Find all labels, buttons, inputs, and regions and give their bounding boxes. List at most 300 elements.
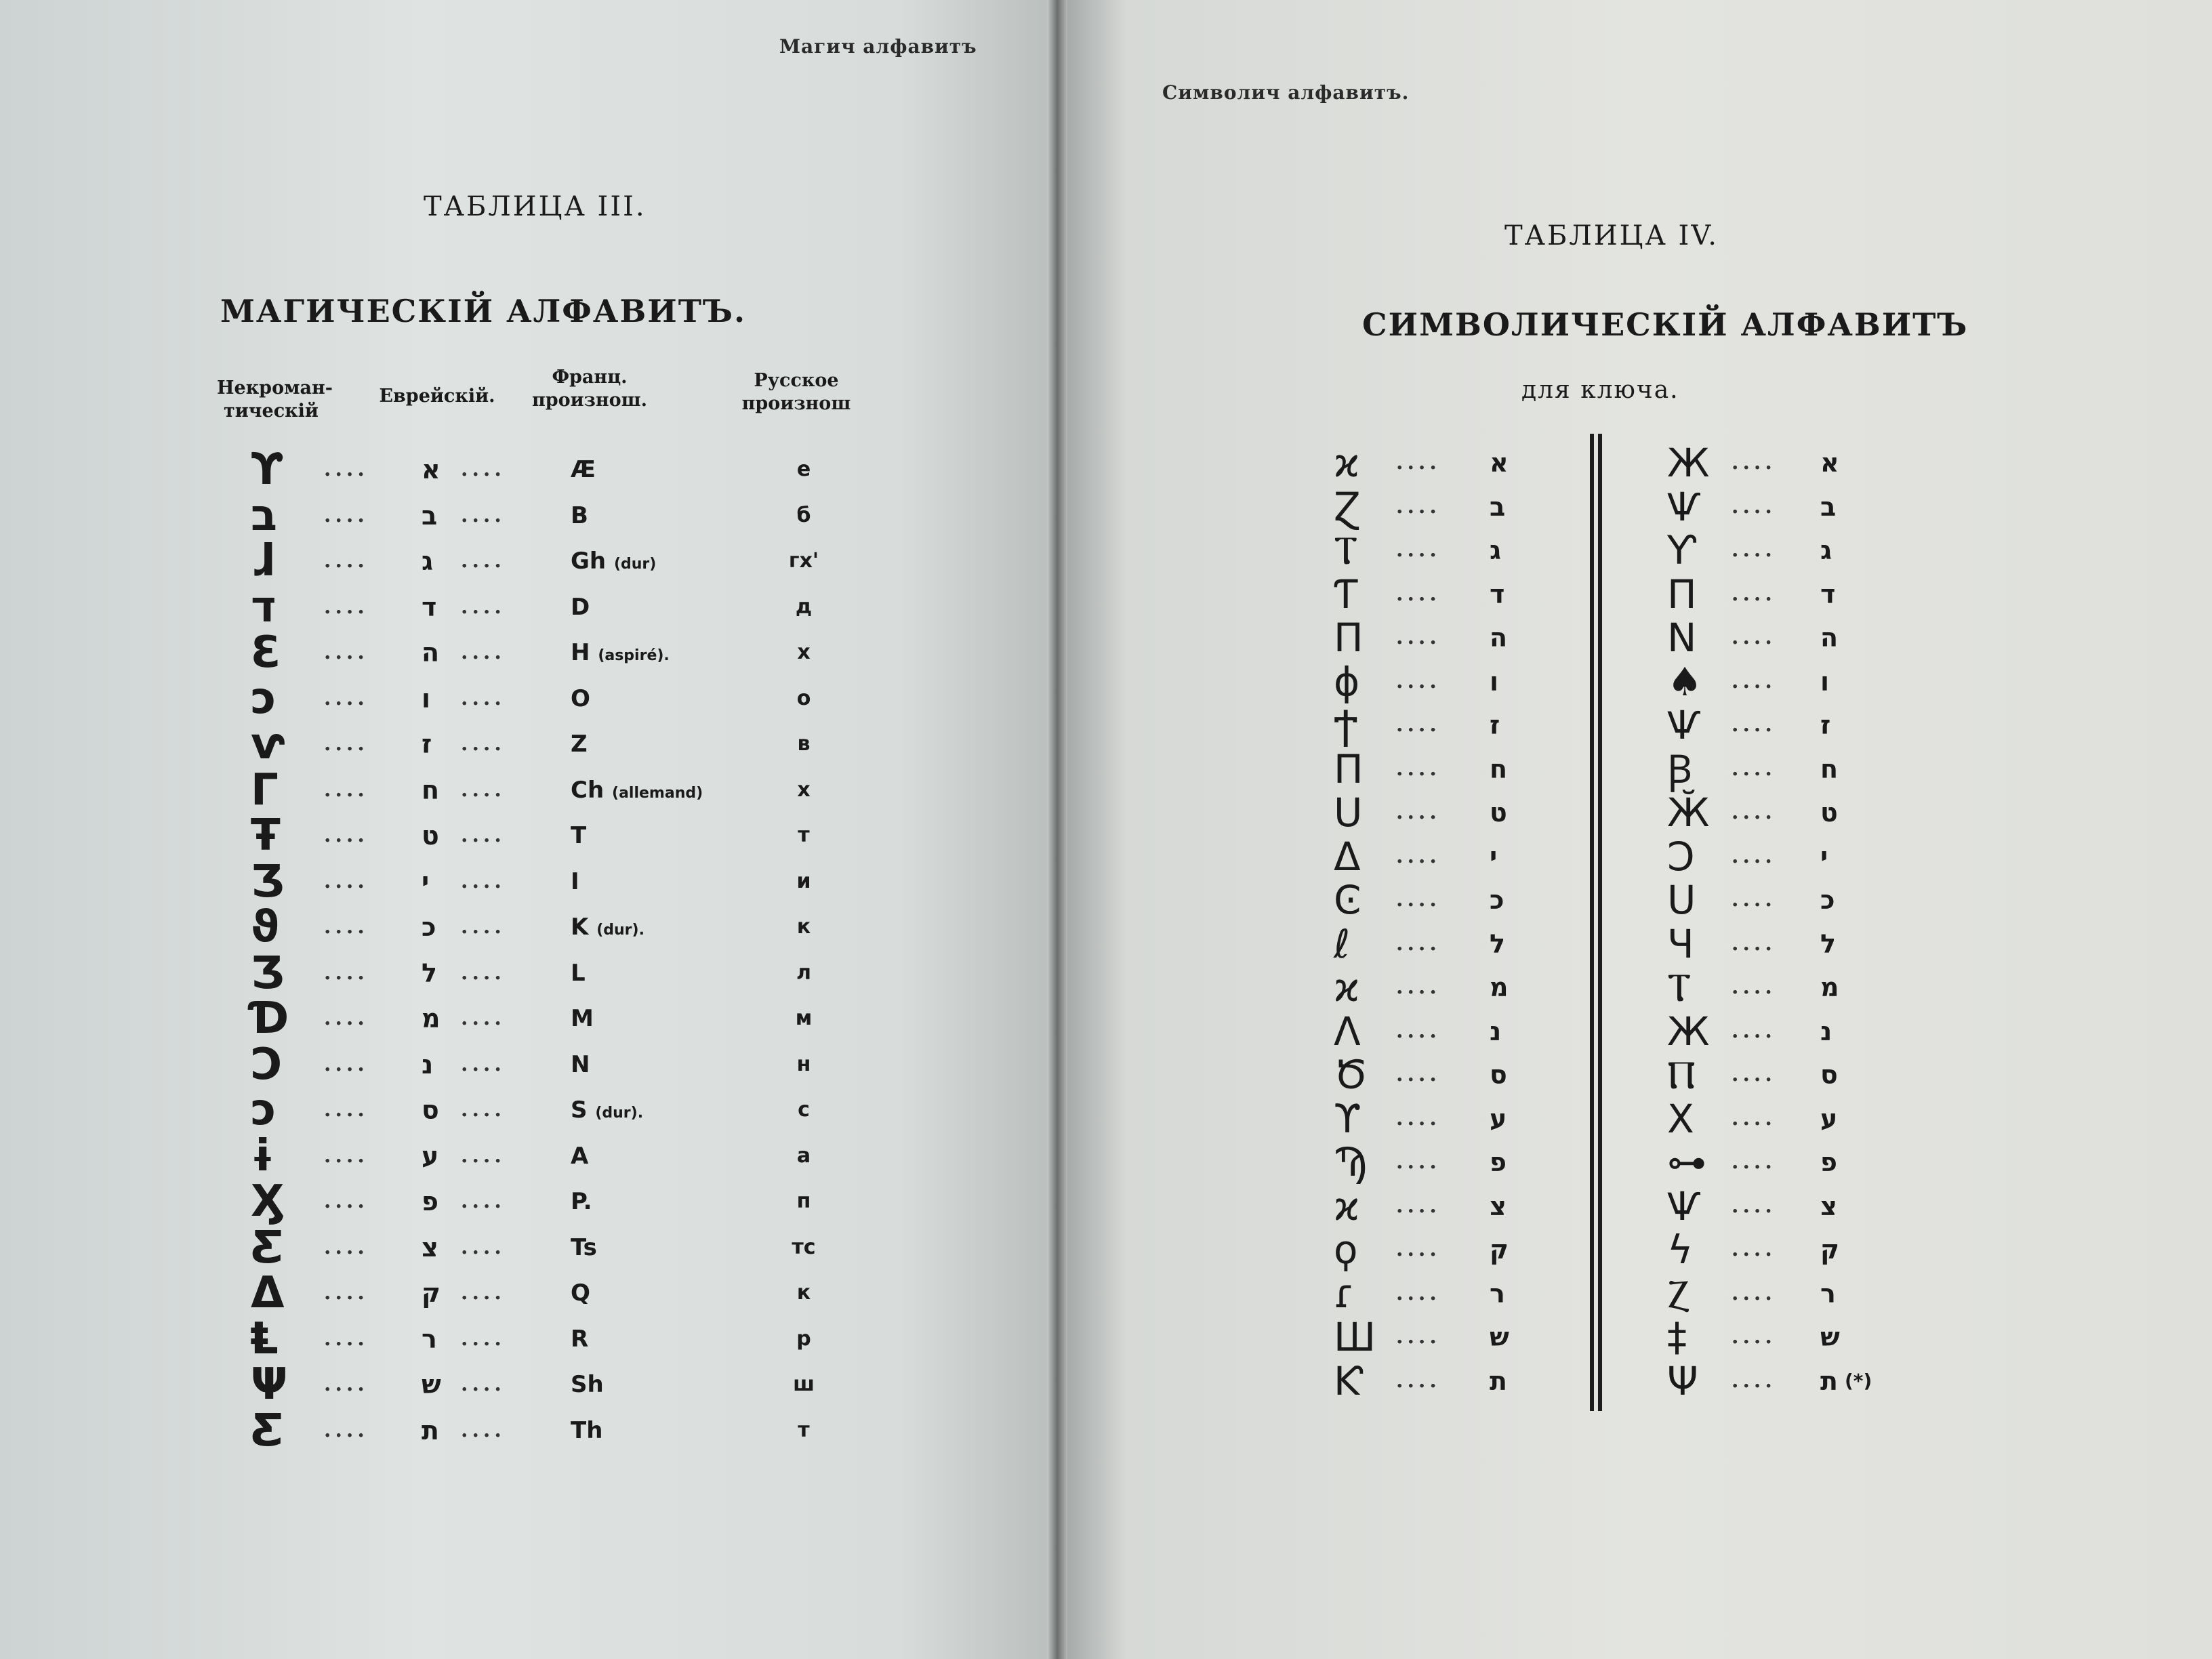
hebrew-letter: ד	[1490, 579, 1505, 609]
russian-pronunciation: б	[796, 503, 811, 527]
russian-pronunciation: р	[796, 1326, 811, 1351]
symbol-row	[1057, 922, 2209, 966]
symbol-glyph: Ӂ	[1667, 790, 1710, 836]
french-pronunciation	[571, 585, 590, 630]
hebrew-letter: מ	[422, 1004, 441, 1033]
russian-pronunciation: к	[796, 1281, 811, 1305]
table-row	[0, 1222, 949, 1273]
french-letter: Z	[571, 731, 588, 758]
leader-dots: ....	[324, 1098, 369, 1122]
necromantic-glyph: Ӽ	[251, 1176, 285, 1227]
russian-pronunciation: е	[796, 457, 811, 481]
french-letter: Q	[571, 1279, 590, 1307]
hebrew-letter: פ	[1820, 1147, 1837, 1177]
leader-dots: ....	[324, 732, 369, 756]
french-pronunciation	[571, 1362, 604, 1407]
hebrew-letter: ט	[1490, 798, 1507, 827]
leader-dots: ....	[1396, 975, 1441, 999]
leader-dots: ....	[1732, 931, 1776, 956]
hebrew-letter: א	[422, 455, 441, 485]
symbol-glyph: ɾ	[1334, 1270, 1355, 1317]
necromantic-glyph: Ɗ	[251, 994, 289, 1044]
leader-dots: ....	[1396, 1106, 1441, 1130]
french-letter: M	[571, 1005, 594, 1032]
necromantic-glyph: ϑ	[251, 902, 280, 952]
french-letter: N	[571, 1050, 590, 1078]
hebrew-letter: נ	[1820, 1016, 1832, 1046]
book-gutter	[1047, 0, 1067, 1659]
symbol-glyph: Ͼ	[1334, 877, 1361, 923]
symbol-glyph: ϙ	[1334, 1227, 1358, 1273]
russian-pronunciation: к	[796, 915, 811, 939]
hebrew-letter: ו	[1490, 666, 1499, 697]
hebrew-letter: ר	[1490, 1278, 1505, 1309]
necromantic-glyph: Ʒ	[251, 856, 285, 907]
necromantic-glyph: ɔ	[251, 1085, 276, 1135]
symbol-glyph: ϰ	[1334, 440, 1360, 486]
footnote-mark: (*)	[1845, 1369, 1872, 1392]
leader-dots: ....	[324, 1189, 369, 1213]
leader-dots: ....	[1732, 1063, 1776, 1086]
leader-dots: ....	[461, 1098, 506, 1122]
hebrew-letter: צ	[1490, 1191, 1507, 1221]
french-pronunciation	[571, 1317, 588, 1361]
symbol-row	[1057, 485, 2209, 529]
russian-pronunciation: а	[796, 1143, 811, 1168]
french-letter: D	[571, 593, 590, 621]
leader-dots: ....	[324, 823, 369, 847]
russian-pronunciation: т	[798, 1418, 810, 1442]
table-row	[0, 1405, 949, 1456]
necromantic-glyph: ד	[251, 581, 276, 632]
symbol-glyph: Ψ	[1667, 1357, 1698, 1404]
leader-dots: ....	[324, 594, 369, 619]
hebrew-letter: ת	[1490, 1366, 1507, 1396]
russian-pronunciation: л	[796, 960, 811, 985]
hebrew-letter: ע	[1820, 1103, 1838, 1134]
symbol-glyph: Ս	[1667, 877, 1696, 923]
french-pronunciation	[571, 905, 644, 953]
leader-dots: ....	[1732, 888, 1776, 912]
leader-dots: ....	[461, 1326, 506, 1351]
symbol-row	[1057, 528, 2209, 573]
french-pronunciation	[571, 1179, 592, 1224]
leader-dots: ....	[1396, 1019, 1441, 1043]
leader-dots: ....	[1732, 756, 1776, 781]
russian-pronunciation: с	[798, 1098, 810, 1122]
russian-pronunciation: тс	[792, 1235, 816, 1259]
leader-dots: ....	[324, 1372, 369, 1396]
symbol-row	[1057, 572, 2209, 617]
table-row	[0, 1268, 949, 1318]
necromantic-glyph: Δ	[251, 1268, 285, 1318]
hebrew-letter: כ	[1490, 885, 1504, 915]
hebrew-letter: פ	[1490, 1147, 1507, 1177]
russian-pronunciation: о	[796, 686, 811, 710]
hebrew-letter: ד	[1820, 579, 1836, 609]
symbol-glyph: Ⲍ	[1667, 1270, 1690, 1317]
table-row	[0, 994, 949, 1044]
leader-dots: ....	[1732, 1368, 1776, 1393]
french-letter: R	[571, 1325, 589, 1353]
symbol-glyph: Ϡ	[1334, 1139, 1368, 1185]
french-letter: P.	[571, 1188, 592, 1215]
french-pronunciation	[571, 859, 579, 904]
french-pronunciation	[571, 1042, 590, 1087]
french-letter: Th	[571, 1416, 603, 1444]
pronunciation-note: (dur)	[613, 556, 657, 573]
french-pronunciation	[571, 630, 670, 678]
russian-pronunciation: ш	[793, 1372, 815, 1396]
leader-dots: ....	[1396, 1368, 1441, 1393]
french-pronunciation	[571, 996, 594, 1041]
necromantic-glyph: Ƹ	[251, 1222, 285, 1273]
table-row	[0, 947, 949, 998]
symbol-glyph: Π	[1334, 615, 1364, 661]
hebrew-letter: ד	[422, 592, 437, 622]
french-letter: Gh	[571, 548, 607, 575]
leader-dots: ....	[324, 1235, 369, 1259]
table-row	[0, 764, 949, 815]
leader-dots: ....	[1732, 538, 1776, 562]
symbol-glyph: ϕ	[1334, 658, 1360, 705]
symbol-glyph: Λ	[1334, 1008, 1361, 1054]
necromantic-glyph: Ⱡ	[251, 1313, 279, 1364]
symbol-glyph: ϟ	[1667, 1227, 1694, 1273]
symbol-glyph: U	[1334, 790, 1363, 836]
french-letter: Ch	[571, 776, 605, 804]
hebrew-letter: ע	[422, 1141, 439, 1171]
hebrew-letter: ג	[1490, 535, 1501, 565]
french-letter: L	[571, 959, 586, 987]
leader-dots: ....	[1732, 626, 1776, 649]
leader-dots: ....	[1732, 451, 1776, 474]
necromantic-glyph: ⱱ	[251, 719, 285, 769]
symbol-glyph: Ͻ	[1667, 833, 1695, 880]
symbol-row	[1057, 1097, 2209, 1141]
hebrew-letter: צ	[1820, 1191, 1837, 1221]
double-rule-divider	[1590, 434, 1602, 1411]
necromantic-glyph: ϒ	[251, 445, 283, 495]
table-row	[0, 445, 949, 495]
leader-dots: ....	[1396, 1150, 1441, 1174]
french-pronunciation	[571, 951, 586, 996]
necromantic-glyph: Ƹ	[251, 1405, 285, 1456]
symbol-row	[1057, 441, 2209, 485]
table-row	[0, 1359, 949, 1410]
hebrew-letter: ע	[1490, 1103, 1507, 1134]
symbol-row	[1057, 1184, 2209, 1229]
symbol-glyph: Ⲧ	[1334, 527, 1358, 573]
symbol-row	[1057, 1315, 2209, 1359]
leader-dots: ....	[461, 960, 506, 985]
col-header-french: Франц. произнош.	[531, 367, 648, 411]
russian-pronunciation: х	[797, 777, 811, 802]
french-pronunciation	[571, 768, 703, 816]
leader-dots: ....	[461, 1052, 506, 1076]
symbol-row	[1057, 659, 2209, 704]
french-pronunciation	[571, 722, 588, 766]
symbol-glyph: Ѱ	[1667, 1183, 1701, 1229]
hebrew-letter: מ	[1820, 972, 1839, 1002]
french-letter: A	[571, 1142, 589, 1170]
necromantic-glyph: ɺ	[251, 536, 274, 586]
hebrew-letter: ז	[422, 729, 432, 759]
table-row	[0, 719, 949, 769]
hebrew-letter: ס	[1820, 1060, 1838, 1090]
hebrew-letter: ג	[1820, 535, 1832, 565]
french-pronunciation	[571, 447, 596, 492]
col-header-necromantic: Некроман- тическій	[217, 377, 333, 422]
leader-dots: ....	[324, 1281, 369, 1305]
table-iii-label: ТАБЛИЦА III.	[424, 191, 647, 222]
pronunciation-note: (dur).	[595, 1105, 644, 1122]
leader-dots: ....	[1396, 494, 1441, 518]
necromantic-glyph: Γ	[251, 764, 279, 815]
leader-dots: ....	[1732, 581, 1776, 606]
russian-pronunciation: д	[795, 594, 813, 619]
french-pronunciation	[571, 493, 588, 538]
symbol-row	[1057, 1140, 2209, 1185]
leader-dots: ....	[1396, 931, 1441, 956]
leader-dots: ....	[1396, 713, 1441, 737]
hebrew-letter: ת	[422, 1415, 439, 1446]
necromantic-glyph: Ʒ	[251, 947, 285, 998]
necromantic-glyph: Ψ	[251, 1359, 288, 1410]
hebrew-letter: ה	[422, 638, 440, 668]
symbol-glyph: ϒ	[1334, 1095, 1361, 1142]
leader-dots: ....	[461, 1006, 506, 1030]
table-row	[0, 628, 949, 678]
col-header-russian: Русское произнош	[741, 370, 851, 414]
symbolic-alphabet-subtitle: для ключа.	[1521, 376, 1679, 404]
leader-dots: ....	[1396, 800, 1441, 824]
necromantic-glyph: Ɛ	[251, 628, 281, 678]
leader-dots: ....	[324, 960, 369, 985]
hebrew-letter: ל	[1490, 928, 1505, 959]
symbol-row	[1057, 747, 2209, 792]
hebrew-letter: ש	[1490, 1322, 1509, 1352]
hebrew-letter: ז	[1820, 710, 1831, 740]
hebrew-letter: ס	[1490, 1060, 1507, 1090]
french-pronunciation	[571, 1271, 590, 1315]
hebrew-letter: ר	[422, 1324, 437, 1354]
leader-dots: ....	[461, 640, 506, 664]
french-letter: Æ	[571, 456, 596, 483]
leader-dots: ....	[461, 823, 506, 847]
leader-dots: ....	[1732, 1325, 1776, 1349]
col-header-hebrew: Еврейскій.	[379, 386, 495, 407]
french-letter: H	[571, 639, 590, 666]
leader-dots: ....	[1732, 494, 1776, 518]
necromantic-glyph: ɨ	[251, 1130, 274, 1181]
leader-dots: ....	[324, 1326, 369, 1351]
table-row	[0, 1039, 949, 1090]
necromantic-glyph: ɔ	[251, 673, 276, 724]
leader-dots: ....	[461, 1189, 506, 1213]
hebrew-letter: ט	[422, 821, 439, 851]
leader-dots: ....	[324, 457, 369, 481]
leader-dots: ....	[324, 686, 369, 710]
leader-dots: ....	[1396, 1325, 1441, 1349]
leader-dots: ....	[1732, 1281, 1776, 1305]
leader-dots: ....	[1732, 1106, 1776, 1130]
symbol-glyph: Ծ	[1334, 1052, 1368, 1098]
leader-dots: ....	[1732, 800, 1776, 824]
leader-dots: ....	[324, 915, 369, 939]
symbol-row	[1057, 1271, 2209, 1316]
hebrew-letter: ר	[1820, 1278, 1836, 1309]
hebrew-letter: ק	[422, 1278, 441, 1308]
hebrew-letter: ז	[1490, 710, 1500, 740]
leader-dots: ....	[461, 594, 506, 619]
leader-dots: ....	[461, 777, 506, 802]
symbol-glyph: Ж	[1667, 1008, 1710, 1054]
hebrew-letter: ש	[1820, 1322, 1840, 1352]
leader-dots: ....	[1396, 1193, 1441, 1218]
symbol-glyph: ⊶	[1667, 1139, 1706, 1185]
hebrew-letter: כ	[422, 912, 436, 942]
leader-dots: ....	[324, 503, 369, 527]
russian-pronunciation: в	[797, 732, 811, 756]
leader-dots: ....	[461, 686, 506, 710]
symbol-row	[1057, 703, 2209, 747]
leader-dots: ....	[461, 457, 506, 481]
symbol-glyph: Ж	[1667, 440, 1710, 486]
french-pronunciation	[571, 539, 656, 587]
french-letter: B	[571, 501, 588, 529]
symbol-glyph: Ч	[1667, 920, 1694, 967]
hebrew-letter: י	[1490, 841, 1498, 872]
hebrew-letter: א	[1820, 448, 1839, 478]
hebrew-letter: ו	[1820, 666, 1830, 697]
french-letter: O	[571, 684, 590, 712]
pronunciation-note: (aspiré).	[598, 647, 670, 664]
pronunciation-note: (allemand)	[612, 784, 703, 802]
hebrew-letter: ס	[422, 1095, 439, 1125]
symbol-glyph: Ν	[1667, 615, 1697, 661]
hebrew-letter: כ	[1820, 885, 1835, 915]
leader-dots: ....	[1396, 581, 1441, 606]
table-iv-label: ТАБЛИЦА IV.	[1504, 220, 1719, 251]
table-row	[0, 1130, 949, 1181]
symbol-glyph: ♠	[1667, 658, 1702, 705]
leader-dots: ....	[1396, 888, 1441, 912]
leader-dots: ....	[461, 1235, 506, 1259]
hebrew-letter: ת	[1820, 1366, 1838, 1396]
french-pronunciation	[571, 676, 590, 721]
symbol-row	[1057, 1359, 2209, 1404]
necromantic-glyph: Ɔ	[251, 1039, 283, 1090]
leader-dots: ....	[324, 869, 369, 893]
symbol-glyph: Ϯ	[1334, 702, 1358, 748]
symbol-glyph: Χ	[1667, 1095, 1694, 1142]
hebrew-letter: צ	[422, 1232, 438, 1263]
symbol-row	[1057, 834, 2209, 879]
hebrew-letter: פ	[422, 1187, 438, 1216]
hebrew-letter: ה	[1490, 623, 1508, 653]
leader-dots: ....	[461, 1143, 506, 1168]
leader-dots: ....	[1732, 713, 1776, 737]
magic-alphabet-title: МАГИЧЕСКІЙ АЛФАВИТЪ.	[220, 293, 746, 329]
russian-pronunciation: п	[796, 1189, 811, 1213]
hebrew-letter: י	[1820, 841, 1828, 872]
leader-dots: ....	[461, 1418, 506, 1442]
russian-pronunciation: м	[795, 1006, 813, 1030]
right-page	[1057, 0, 2212, 1659]
table-row	[0, 1313, 949, 1364]
leader-dots: ....	[1732, 975, 1776, 999]
left-page	[0, 0, 1057, 1659]
symbol-glyph: ‡	[1667, 1314, 1687, 1360]
symbol-glyph: Π	[1667, 571, 1697, 617]
hebrew-letter: ה	[1820, 623, 1839, 653]
symbolic-alphabet-title: СИМВОЛИЧЕСКІЙ АЛФАВИТЪ	[1362, 306, 1969, 343]
leader-dots: ....	[1396, 1063, 1441, 1086]
leader-dots: ....	[461, 549, 506, 573]
french-pronunciation	[571, 1134, 588, 1179]
right-running-head: Символич алфавитъ.	[1162, 81, 1410, 104]
hebrew-letter: ו	[422, 683, 431, 714]
hebrew-letter: ב	[1490, 491, 1506, 522]
left-running-head: Магич алфавитъ	[779, 35, 977, 58]
russian-pronunciation: х	[797, 640, 811, 664]
russian-pronunciation: н	[796, 1052, 811, 1076]
leader-dots: ....	[1732, 1237, 1776, 1261]
leader-dots: ....	[1732, 1150, 1776, 1174]
hebrew-letter: ח	[1820, 754, 1839, 784]
russian-pronunciation: т	[798, 823, 810, 847]
hebrew-letter: ב	[1820, 491, 1837, 522]
french-pronunciation	[571, 1408, 602, 1453]
hebrew-letter: נ	[422, 1049, 434, 1080]
leader-dots: ....	[461, 869, 506, 893]
symbol-glyph: Ѱ	[1667, 483, 1701, 530]
leader-dots: ....	[1732, 1193, 1776, 1218]
leader-dots: ....	[324, 1418, 369, 1442]
symbol-row	[1057, 965, 2209, 1010]
table-row	[0, 490, 949, 541]
hebrew-letter: ק	[1490, 1235, 1509, 1265]
leader-dots: ....	[1396, 538, 1441, 562]
french-letter: S	[571, 1097, 588, 1124]
hebrew-letter: מ	[1490, 972, 1509, 1002]
symbol-glyph: Ƙ	[1334, 1357, 1364, 1404]
leader-dots: ....	[1396, 756, 1441, 781]
leader-dots: ....	[1396, 1237, 1441, 1261]
leader-dots: ....	[1396, 669, 1441, 693]
table-row	[0, 536, 949, 586]
hebrew-letter: ט	[1820, 798, 1838, 827]
french-pronunciation	[571, 1088, 643, 1136]
symbol-row	[1057, 878, 2209, 922]
leader-dots: ....	[324, 1006, 369, 1030]
leader-dots: ....	[461, 732, 506, 756]
table-row	[0, 1176, 949, 1227]
symbol-row	[1057, 1009, 2209, 1054]
symbol-glyph: Ƴ	[1667, 527, 1697, 573]
hebrew-letter: ב	[422, 500, 438, 531]
table-row	[0, 1085, 949, 1135]
symbol-glyph: Ѱ	[1667, 702, 1701, 748]
leader-dots: ....	[1396, 626, 1441, 649]
leader-dots: ....	[1396, 451, 1441, 474]
hebrew-letter: ל	[1820, 928, 1836, 959]
leader-dots: ....	[324, 549, 369, 573]
symbol-glyph: Δ	[1334, 833, 1361, 880]
leader-dots: ....	[324, 777, 369, 802]
hebrew-letter: א	[1490, 448, 1509, 478]
